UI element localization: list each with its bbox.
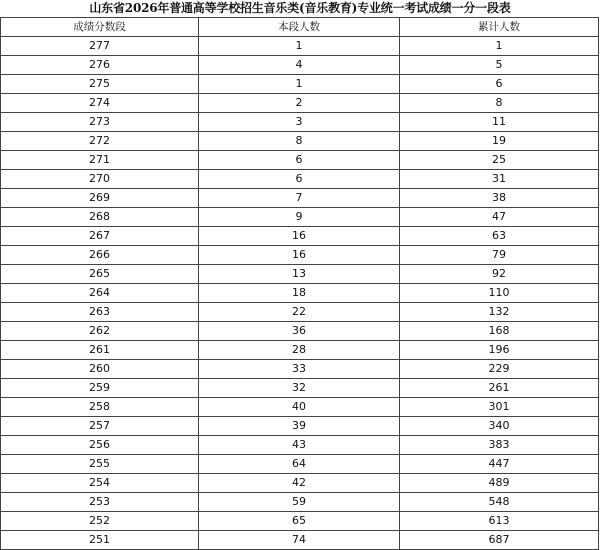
count-cell: 9 (199, 208, 400, 227)
score-cell: 258 (1, 398, 199, 417)
count-cell: 1 (199, 75, 400, 94)
score-cell: 273 (1, 113, 199, 132)
table-row (1, 417, 599, 436)
count-cell: 8 (199, 132, 400, 151)
count-cell: 18 (199, 284, 400, 303)
cumulative-cell: 38 (400, 189, 599, 208)
table-row (1, 208, 599, 227)
header-row (1, 18, 599, 37)
score-cell: 256 (1, 436, 199, 455)
column-header-count: 本段人数 (199, 18, 400, 37)
table-row (1, 512, 599, 531)
cumulative-cell: 11 (400, 113, 599, 132)
count-cell: 16 (199, 246, 400, 265)
table-row (1, 113, 599, 132)
table-row (1, 227, 599, 246)
count-cell: 28 (199, 341, 400, 360)
score-cell: 251 (1, 531, 199, 550)
table-row (1, 56, 599, 75)
cumulative-cell: 229 (400, 360, 599, 379)
score-cell: 257 (1, 417, 199, 436)
table-row (1, 531, 599, 550)
score-cell: 272 (1, 132, 199, 151)
score-cell: 267 (1, 227, 199, 246)
score-cell: 264 (1, 284, 199, 303)
count-cell: 33 (199, 360, 400, 379)
count-cell: 13 (199, 265, 400, 284)
score-cell: 276 (1, 56, 199, 75)
count-cell: 6 (199, 151, 400, 170)
score-cell: 269 (1, 189, 199, 208)
count-cell: 2 (199, 94, 400, 113)
cumulative-cell: 79 (400, 246, 599, 265)
cumulative-cell: 261 (400, 379, 599, 398)
count-cell: 59 (199, 493, 400, 512)
score-cell: 266 (1, 246, 199, 265)
score-cell: 255 (1, 455, 199, 474)
count-cell: 6 (199, 170, 400, 189)
count-cell: 1 (199, 37, 400, 56)
table-row (1, 132, 599, 151)
count-cell: 74 (199, 531, 400, 550)
cumulative-cell: 8 (400, 94, 599, 113)
count-cell: 32 (199, 379, 400, 398)
count-cell: 36 (199, 322, 400, 341)
count-cell: 4 (199, 56, 400, 75)
table-row (1, 493, 599, 512)
count-cell: 40 (199, 398, 400, 417)
score-cell: 274 (1, 94, 199, 113)
table-row (1, 398, 599, 417)
table-row (1, 341, 599, 360)
table-title: 山东省2026年普通高等学校招生音乐类(音乐教育)专业统一考试成绩一分一段表 (89, 1, 511, 15)
cumulative-cell: 196 (400, 341, 599, 360)
table-row (1, 246, 599, 265)
cumulative-cell: 6 (400, 75, 599, 94)
cumulative-cell: 613 (400, 512, 599, 531)
score-cell: 270 (1, 170, 199, 189)
score-cell: 252 (1, 512, 199, 531)
table-row (1, 455, 599, 474)
score-cell: 260 (1, 360, 199, 379)
cumulative-cell: 548 (400, 493, 599, 512)
cumulative-cell: 168 (400, 322, 599, 341)
score-cell: 253 (1, 493, 199, 512)
cumulative-cell: 19 (400, 132, 599, 151)
count-cell: 16 (199, 227, 400, 246)
count-cell: 22 (199, 303, 400, 322)
cumulative-cell: 687 (400, 531, 599, 550)
table-row (1, 474, 599, 493)
count-cell: 64 (199, 455, 400, 474)
cumulative-cell: 63 (400, 227, 599, 246)
cumulative-cell: 340 (400, 417, 599, 436)
score-table (0, 17, 599, 550)
cumulative-cell: 5 (400, 56, 599, 75)
score-cell: 254 (1, 474, 199, 493)
table-row (1, 170, 599, 189)
cumulative-cell: 301 (400, 398, 599, 417)
score-cell: 268 (1, 208, 199, 227)
count-cell: 7 (199, 189, 400, 208)
table-row (1, 360, 599, 379)
score-cell: 259 (1, 379, 199, 398)
score-cell: 262 (1, 322, 199, 341)
table-row (1, 284, 599, 303)
cumulative-cell: 31 (400, 170, 599, 189)
table-row (1, 436, 599, 455)
table-row (1, 37, 599, 56)
cumulative-cell: 47 (400, 208, 599, 227)
table-row (1, 151, 599, 170)
cumulative-cell: 447 (400, 455, 599, 474)
column-header-score: 成绩分数段 (1, 18, 199, 37)
count-cell: 39 (199, 417, 400, 436)
score-cell: 275 (1, 75, 199, 94)
table-row (1, 75, 599, 94)
score-cell: 263 (1, 303, 199, 322)
table-row (1, 322, 599, 341)
score-cell: 261 (1, 341, 199, 360)
count-cell: 3 (199, 113, 400, 132)
count-cell: 42 (199, 474, 400, 493)
cumulative-cell: 25 (400, 151, 599, 170)
cumulative-cell: 110 (400, 284, 599, 303)
score-cell: 277 (1, 37, 199, 56)
score-cell: 271 (1, 151, 199, 170)
column-header-cumulative: 累计人数 (400, 18, 599, 37)
table-row (1, 379, 599, 398)
count-cell: 65 (199, 512, 400, 531)
cumulative-cell: 132 (400, 303, 599, 322)
cumulative-cell: 383 (400, 436, 599, 455)
count-cell: 43 (199, 436, 400, 455)
cumulative-cell: 1 (400, 37, 599, 56)
score-cell: 265 (1, 265, 199, 284)
cumulative-cell: 92 (400, 265, 599, 284)
table-row (1, 303, 599, 322)
cumulative-cell: 489 (400, 474, 599, 493)
table-row (1, 189, 599, 208)
table-row (1, 265, 599, 284)
table-row (1, 94, 599, 113)
